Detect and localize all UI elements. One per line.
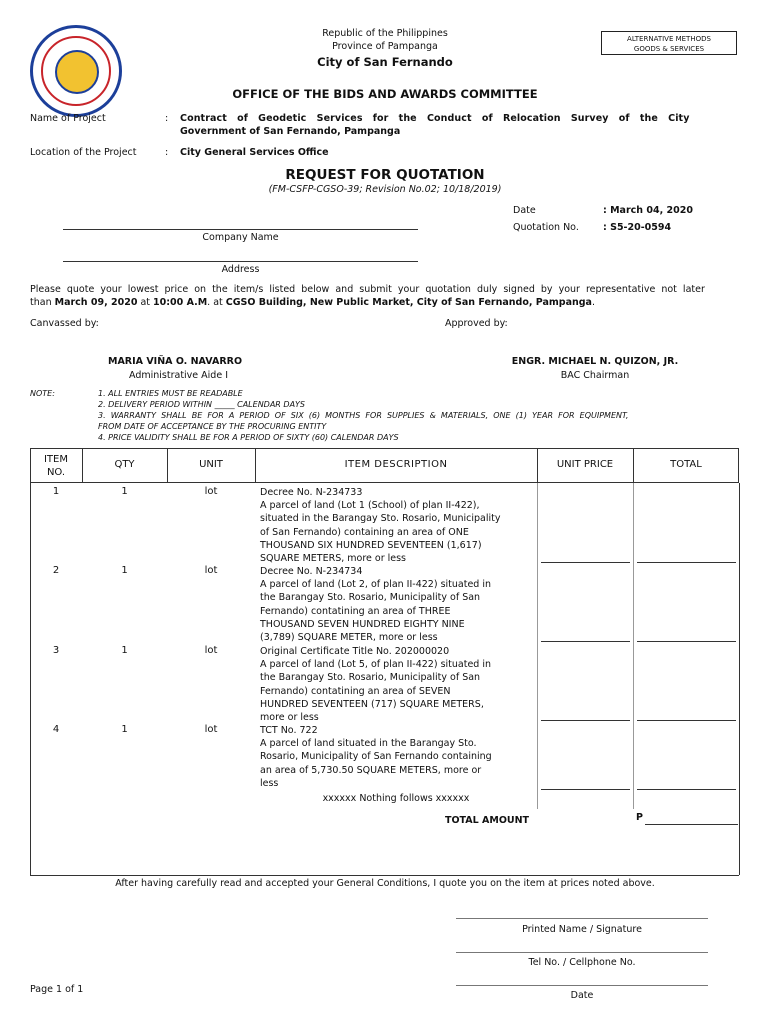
row2-qty: 1 <box>121 565 128 576</box>
canvassed-label: Canvassed by: <box>30 318 99 329</box>
row1-description <box>260 486 535 565</box>
row1-unit-price-blank[interactable] <box>541 562 630 563</box>
row1-desc-line: Decree No. N-234733 <box>260 487 363 498</box>
row2-description <box>260 565 535 644</box>
header-item-no <box>30 453 82 479</box>
city-name: City of San Fernando <box>317 55 453 69</box>
row3-unit-price-blank[interactable] <box>541 720 630 721</box>
instr-than: than <box>30 297 55 308</box>
project-location-label: Location of the Project <box>30 147 137 158</box>
approved-label: Approved by: <box>445 318 508 329</box>
page-number: Page 1 of 1 <box>30 984 84 995</box>
row1-item-no: 1 <box>52 486 60 497</box>
canvasser-title: Administrative Aide I <box>129 370 229 381</box>
row2-desc-line: the Barangay Sto. Rosario, Municipality of San <box>260 592 481 604</box>
office-title: OFFICE OF THE BIDS AND AWARDS COMMITTEE <box>232 87 538 101</box>
approver-title: BAC Chairman <box>560 370 630 381</box>
header-qty: QTY <box>114 459 135 470</box>
row2-unit-price-blank[interactable] <box>541 641 630 642</box>
quotation-value: : S5-20-0594 <box>603 222 672 233</box>
instr-period: . <box>591 297 596 308</box>
note-3-line2: FROM DATE OF ACCEPTANCE BY THE PROCURING ENTITY <box>98 422 327 431</box>
instructions-line2 <box>30 297 740 308</box>
row2-item-no: 2 <box>52 565 60 576</box>
instructions-line1: Please quote your lowest price on the item/s listed below and submit your quotation duly signed by your representative not later <box>30 284 705 295</box>
row2-unit: lot <box>204 565 218 576</box>
row4-unit-price-blank[interactable] <box>541 789 630 790</box>
row4-desc-line: A parcel of land situated in the Barangay Sto. <box>260 738 477 750</box>
row4-item-no: 4 <box>52 724 60 735</box>
row2-desc-line: Fernando) contatining an area of THREE <box>260 605 451 617</box>
row3-total-blank[interactable] <box>637 720 736 721</box>
alt-box-line2: GOODS & SERVICES <box>633 45 705 53</box>
row3-desc-line: Original Certificate Title No. 202000020 <box>260 646 450 657</box>
row3-item-no: 3 <box>52 645 60 656</box>
row1-desc-line: situated in the Barangay Sto. Rosario, Municipality <box>260 513 501 525</box>
total-amount-blank[interactable] <box>645 824 738 825</box>
row4-description <box>260 724 535 790</box>
row3-desc-line: the Barangay Sto. Rosario, Municipality of San <box>260 672 481 684</box>
header-no-label: NO. <box>46 467 66 478</box>
row4-desc-line: less <box>260 777 279 789</box>
project-name-value-line2: Government of San Fernando, Pampanga <box>180 126 401 137</box>
row4-desc-line: Rosario, Municipality of San Fernando containing <box>260 751 492 763</box>
row2-desc-line: A parcel of land (Lot 2, of plan II-422) situated in <box>260 579 492 591</box>
desc-price-divider <box>537 483 538 809</box>
row3-desc-line: A parcel of land (Lot 5, of plan II-422) situated in <box>260 659 492 671</box>
quotation-label: Quotation No. <box>513 222 579 233</box>
approver-name: ENGR. MICHAEL N. QUIZON, JR. <box>511 356 679 367</box>
instr-at: at <box>137 297 154 308</box>
row3-qty: 1 <box>121 645 128 656</box>
instr-at2: . at <box>207 297 226 308</box>
city-seal-logo <box>30 25 122 117</box>
project-name-label: Name of Project <box>30 113 106 124</box>
row1-desc-line: A parcel of land (Lot 1 (School) of plan II-422), <box>260 500 480 512</box>
row1-desc-line: THOUSAND SIX HUNDRED SEVENTEEN (1,617) <box>260 539 482 551</box>
tel-line[interactable] <box>456 952 708 953</box>
project-name-colon: : <box>165 113 169 124</box>
row4-total-blank[interactable] <box>637 789 736 790</box>
rfq-title: REQUEST FOR QUOTATION <box>285 167 485 183</box>
alt-box-line1: ALTERNATIVE METHODS <box>627 35 711 43</box>
rfq-subtitle: (FM-CSFP-CGSO-39; Revision No.02; 10/18/2019) <box>268 184 502 195</box>
date-label: Date <box>513 205 536 216</box>
row3-description <box>260 645 535 724</box>
row1-qty: 1 <box>121 486 128 497</box>
date-sign-label: Date <box>570 990 594 1001</box>
company-name-line <box>63 229 418 230</box>
row3-desc-line: more or less <box>260 712 319 724</box>
printed-name-line[interactable] <box>456 918 708 919</box>
row1-total-blank[interactable] <box>637 562 736 563</box>
header-total: TOTAL <box>670 459 702 470</box>
row1-desc-line: SQUARE METERS, more or less <box>260 553 407 565</box>
row1-desc-line: of San Fernando) containing an area of ONE <box>260 526 469 538</box>
header-item-label: ITEM <box>43 454 68 465</box>
alternative-methods-box <box>601 31 737 55</box>
table-left-border <box>30 483 31 875</box>
row4-qty: 1 <box>121 724 128 735</box>
row4-desc-line: TCT No. 722 <box>260 725 318 736</box>
canvasser-name: MARIA VIÑA O. NAVARRO <box>108 356 243 367</box>
table-bottom-border <box>30 875 739 876</box>
row1-unit: lot <box>204 486 218 497</box>
table-right-border <box>739 483 740 875</box>
date-line[interactable] <box>456 985 708 986</box>
row2-desc-line: (3,789) SQUARE METER, more or less <box>260 632 438 644</box>
nothing-follows: xxxxxx Nothing follows xxxxxx <box>322 793 470 804</box>
acceptance-statement: After having carefully read and accepted your General Conditions, I quote you on the item at prices noted above. <box>115 878 655 889</box>
project-name-value-line1: Contract of Geodetic Services for the Conduct of Relocation Survey of the City <box>180 113 690 124</box>
project-location-value: City General Services Office <box>180 147 329 158</box>
row2-desc-line: THOUSAND SEVEN HUNDRED EIGHTY NINE <box>260 618 465 630</box>
note-label: NOTE: <box>30 389 55 398</box>
address-line <box>63 261 418 262</box>
row3-desc-line: Fernando) contatining an area of SEVEN <box>260 685 451 697</box>
row4-desc-line: an area of 5,730.50 SQUARE METERS, more or <box>260 764 482 776</box>
printed-name-label: Printed Name / Signature <box>522 924 642 935</box>
deadline-date: March 09, 2020 <box>54 297 138 308</box>
province-line: Province of Pampanga <box>332 41 438 52</box>
tel-label: Tel No. / Cellphone No. <box>528 957 636 968</box>
deadline-time: 10:00 A.M <box>153 297 208 308</box>
note-1: 1. ALL ENTRIES MUST BE READABLE <box>98 389 243 398</box>
submission-venue: CGSO Building, New Public Market, City of San Fernando, Pampanga <box>225 297 592 308</box>
header-unit-price: UNIT PRICE <box>556 459 614 470</box>
address-label: Address <box>221 264 260 275</box>
note-2: 2. DELIVERY PERIOD WITHIN _____ CALENDAR DAYS <box>98 400 306 409</box>
peso-sign: P <box>636 812 643 823</box>
header-unit: UNIT <box>199 459 223 470</box>
company-name-label: Company Name <box>202 232 279 243</box>
date-value: : March 04, 2020 <box>603 205 693 216</box>
total-amount-label: TOTAL AMOUNT <box>445 815 530 826</box>
price-total-divider <box>633 483 634 809</box>
project-location-colon: : <box>165 147 169 158</box>
row3-desc-line: HUNDRED SEVENTEEN (717) SQUARE METERS, <box>260 698 484 710</box>
row2-total-blank[interactable] <box>637 641 736 642</box>
header-item-description: ITEM DESCRIPTION <box>344 459 448 470</box>
republic-line: Republic of the Philippines <box>322 28 448 39</box>
row3-unit: lot <box>204 645 218 656</box>
note-3-line1: 3. WARRANTY SHALL BE FOR A PERIOD OF SIX (6) MONTHS FOR SUPPLIES & MATERIALS, ONE (1) YEAR FOR EQUIPMENT, <box>98 411 629 420</box>
row4-unit: lot <box>204 724 218 735</box>
row2-desc-line: Decree No. N-234734 <box>260 566 363 577</box>
note-4: 4. PRICE VALIDITY SHALL BE FOR A PERIOD OF SIXTY (60) CALENDAR DAYS <box>98 433 399 442</box>
